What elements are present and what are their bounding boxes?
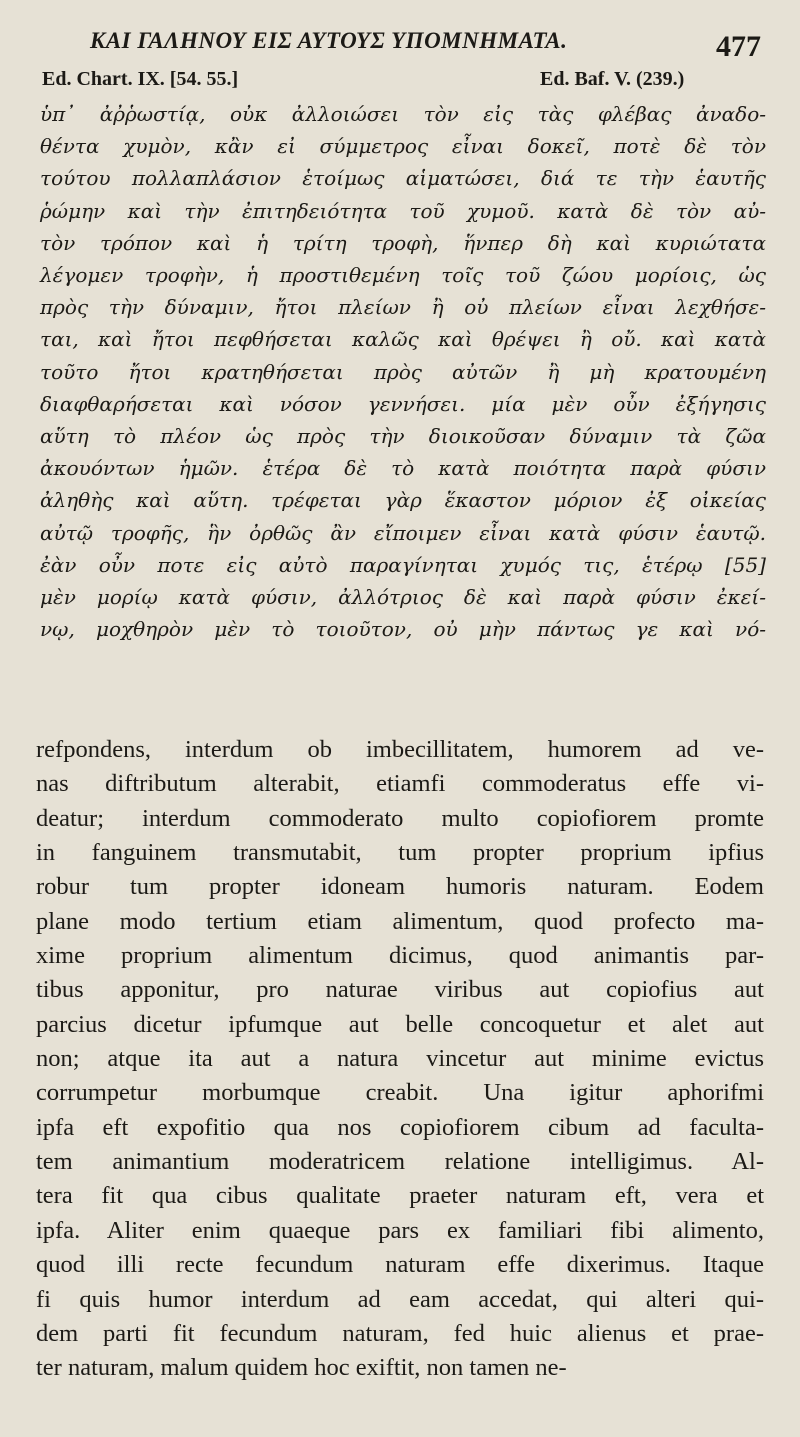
greek-line: αὕτη τὸ πλέον ὡς πρὸς τὴν διοικοῦσαν δύναμιν τὰ ζῶα — [40, 424, 766, 449]
greek-line: ἀκουόντων ἡμῶν. ἑτέρα δὲ τὸ κατὰ ποιότητα παρὰ φύσιν — [40, 456, 766, 481]
latin-line: ipfa. Aliter enim quaeque pars ex familiari fibi alimento, — [36, 1216, 764, 1244]
latin-line: robur tum propter idoneam humoris naturam. Eodem — [36, 873, 764, 901]
edition-ref-basel: Ed. Baf. V. (239.) — [540, 68, 685, 90]
latin-line: tera fit qua cibus qualitate praeter naturam eft, vera et — [36, 1182, 764, 1210]
greek-line: ὑπ᾽ ἀῤῥωστίᾳ, οὐκ ἀλλοιώσει τὸν εἰς τὰς φλέβας ἀναδο- — [40, 102, 766, 126]
greek-line: ἀληθὴς καὶ αὕτη. τρέφεται γὰρ ἕκαστον μόριον ἐξ οἰκείας — [40, 488, 766, 513]
latin-line: refpondens, interdum ob imbecillitatem, humorem ad ve- — [36, 736, 764, 763]
greek-line: πρὸς τὴν δύναμιν, ἤτοι πλείων ἢ οὐ πλείων εἶναι λεχθήσε- — [40, 295, 766, 320]
latin-line: parcius dicetur ipfumque aut belle concoquetur et alet aut — [36, 1010, 764, 1038]
latin-line: ipfa eft expofitio qua nos copiofiorem cibum ad faculta- — [36, 1113, 764, 1141]
greek-line: θέντα χυμὸν, κἂν εἰ σύμμετρος εἶναι δοκεῖ, ποτὲ δὲ τὸν — [40, 134, 766, 159]
greek-line: ἐὰν οὖν ποτε εἰς αὐτὸ παραγίνηται χυμός τις, ἑτέρῳ [55] — [40, 552, 766, 577]
greek-line: τοῦτο ἤτοι κρατηθήσεται πρὸς αὐτῶν ἢ μὴ κρατουμένη — [40, 359, 766, 384]
running-title: ΚΑΙ ΓΑΛΗΝΟΥ ΕΙΣ ΑΥΤΟΥΣ ΥΠΟΜΝΗΜΑΤΑ. — [90, 28, 568, 53]
greek-line: τούτου πολλαπλάσιον ἑτοίμως αἱματώσει, διά τε τὴν ἑαυτῆς — [40, 166, 766, 191]
page-number: 477 — [716, 30, 761, 63]
latin-line: in fanguinem transmutabit, tum propter proprium ipfius — [36, 839, 764, 867]
latin-line: fi quis humor interdum ad eam accedat, qui alteri qui- — [36, 1285, 764, 1313]
latin-line: plane modo tertium etiam alimentum, quod profecto ma- — [36, 907, 764, 935]
latin-line: non; atque ita aut a natura vincetur aut minime evictus — [36, 1045, 764, 1073]
greek-text-block — [40, 98, 766, 645]
latin-line: xime proprium alimentum dicimus, quod animantis par- — [36, 942, 764, 970]
greek-line: αὐτῷ τροφῆς, ἣν ὀρθῶς ἂν εἴποιμεν εἶναι κατὰ φύσιν ἑαυτῷ. — [40, 520, 766, 545]
latin-line: tibus apponitur, pro naturae viribus aut copiofius aut — [36, 976, 764, 1004]
latin-line: dem parti fit fecundum naturam, fed huic alienus et prae- — [36, 1319, 764, 1347]
greek-line: ται, καὶ ἤτοι πεφθήσεται καλῶς καὶ θρέψει ἢ οὔ. καὶ κατὰ — [40, 327, 766, 352]
latin-line: tem animantium moderatricem relatione intelligimus. Al- — [36, 1148, 764, 1176]
latin-line: quod illi recte fecundum naturam effe dixerimus. Itaque — [36, 1251, 764, 1279]
latin-line: deatur; interdum commoderato multo copiofiorem promte — [36, 804, 764, 832]
greek-line: τὸν τρόπον καὶ ἡ τρίτη τροφὴ, ἥνπερ δὴ καὶ κυριώτατα — [40, 230, 766, 255]
latin-line: ter naturam, malum quidem hoc exiftit, non tamen ne- — [36, 1354, 567, 1382]
greek-line: νῳ, μοχθηρὸν μὲν τὸ τοιοῦτον, οὐ μὴν πάντως γε καὶ νό- — [40, 617, 766, 642]
edition-ref-chartier: Ed. Chart. IX. [54. 55.] — [42, 68, 239, 90]
greek-line: λέγομεν τροφὴν, ἡ προστιθεμένη τοῖς τοῦ ζώου μορίοις, ὡς — [40, 263, 766, 288]
latin-text-block — [36, 733, 764, 1386]
latin-line: nas diftributum alterabit, etiamfi commoderatus effe vi- — [36, 770, 764, 798]
greek-line: μὲν μορίῳ κατὰ φύσιν, ἀλλότριος δὲ καὶ παρὰ φύσιν ἐκεί- — [40, 585, 766, 610]
greek-line: ῥώμην καὶ τὴν ἐπιτηδειότητα τοῦ χυμοῦ. κατὰ δὲ τὸν αὐ- — [40, 198, 766, 223]
latin-line: corrumpetur morbumque creabit. Una igitur aphorifmi — [36, 1079, 764, 1107]
greek-line: διαφθαρήσεται καὶ νόσον γεννήσει. μία μὲν οὖν ἐξήγησις — [40, 391, 766, 416]
